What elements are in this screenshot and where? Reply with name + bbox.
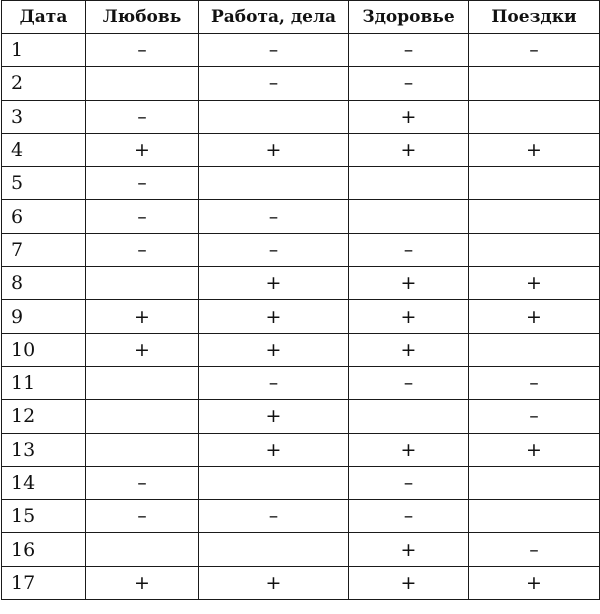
header-row [2,1,600,34]
cell-health: – [349,34,469,67]
cell-work: + [199,566,349,599]
cell-date: 2 [2,67,86,100]
cell-date: 4 [2,133,86,166]
cell-work: – [199,366,349,399]
cell-health: – [349,366,469,399]
cell-work: – [199,500,349,533]
table-row [2,300,600,333]
cell-love: + [86,333,199,366]
cell-work: – [199,200,349,233]
cell-love [86,67,199,100]
cell-trips: – [469,366,600,399]
cell-trips: – [469,533,600,566]
cell-trips [469,67,600,100]
cell-health: + [349,267,469,300]
cell-date: 9 [2,300,86,333]
cell-date: 6 [2,200,86,233]
cell-love [86,366,199,399]
cell-love: – [86,200,199,233]
cell-love: + [86,300,199,333]
table-row [2,100,600,133]
table-row [2,566,600,599]
cell-love: – [86,100,199,133]
table-row [2,267,600,300]
cell-love: – [86,500,199,533]
cell-work: + [199,433,349,466]
table-row [2,167,600,200]
cell-health [349,200,469,233]
cell-health: + [349,433,469,466]
header-trips: Поездки [469,1,600,34]
calendar-table [1,0,600,600]
cell-date: 3 [2,100,86,133]
cell-date: 15 [2,500,86,533]
cell-date: 7 [2,233,86,266]
table-row [2,233,600,266]
cell-trips: + [469,300,600,333]
cell-trips: + [469,566,600,599]
cell-health: – [349,67,469,100]
table-row [2,400,600,433]
cell-trips [469,200,600,233]
cell-health: – [349,500,469,533]
cell-work: – [199,233,349,266]
cell-health: – [349,233,469,266]
cell-trips: – [469,34,600,67]
cell-work: – [199,34,349,67]
cell-trips [469,500,600,533]
cell-health: + [349,333,469,366]
table-body [2,34,600,600]
cell-trips: + [469,267,600,300]
cell-date: 11 [2,366,86,399]
header-date: Дата [2,1,86,34]
cell-love [86,400,199,433]
table-row [2,34,600,67]
cell-health: + [349,566,469,599]
cell-date: 14 [2,466,86,499]
table-row [2,533,600,566]
cell-work: + [199,300,349,333]
table-row [2,67,600,100]
cell-love: – [86,34,199,67]
cell-date: 17 [2,566,86,599]
table-row [2,200,600,233]
cell-work: + [199,333,349,366]
cell-love: + [86,133,199,166]
cell-trips [469,466,600,499]
cell-date: 10 [2,333,86,366]
cell-trips [469,100,600,133]
table-row [2,133,600,166]
cell-work: + [199,133,349,166]
cell-work: + [199,400,349,433]
cell-work [199,167,349,200]
cell-date: 8 [2,267,86,300]
cell-work [199,533,349,566]
cell-health [349,400,469,433]
cell-health: – [349,466,469,499]
table-row [2,366,600,399]
cell-love [86,267,199,300]
cell-health: + [349,133,469,166]
cell-work: + [199,267,349,300]
cell-trips: + [469,433,600,466]
header-health: Здоровье [349,1,469,34]
cell-love: + [86,566,199,599]
cell-love [86,433,199,466]
cell-health: + [349,533,469,566]
table-row [2,500,600,533]
cell-health: + [349,100,469,133]
header-love: Любовь [86,1,199,34]
cell-health: + [349,300,469,333]
cell-trips: – [469,400,600,433]
table-row [2,333,600,366]
cell-health [349,167,469,200]
cell-date: 13 [2,433,86,466]
cell-work [199,466,349,499]
cell-date: 5 [2,167,86,200]
cell-date: 1 [2,34,86,67]
cell-work [199,100,349,133]
cell-date: 16 [2,533,86,566]
cell-trips [469,167,600,200]
cell-trips: + [469,133,600,166]
cell-work: – [199,67,349,100]
table-row [2,466,600,499]
cell-love [86,533,199,566]
cell-love: – [86,233,199,266]
cell-love: – [86,466,199,499]
header-work: Работа, дела [199,1,349,34]
cell-love: – [86,167,199,200]
cell-trips [469,333,600,366]
cell-trips [469,233,600,266]
cell-date: 12 [2,400,86,433]
table-row [2,433,600,466]
